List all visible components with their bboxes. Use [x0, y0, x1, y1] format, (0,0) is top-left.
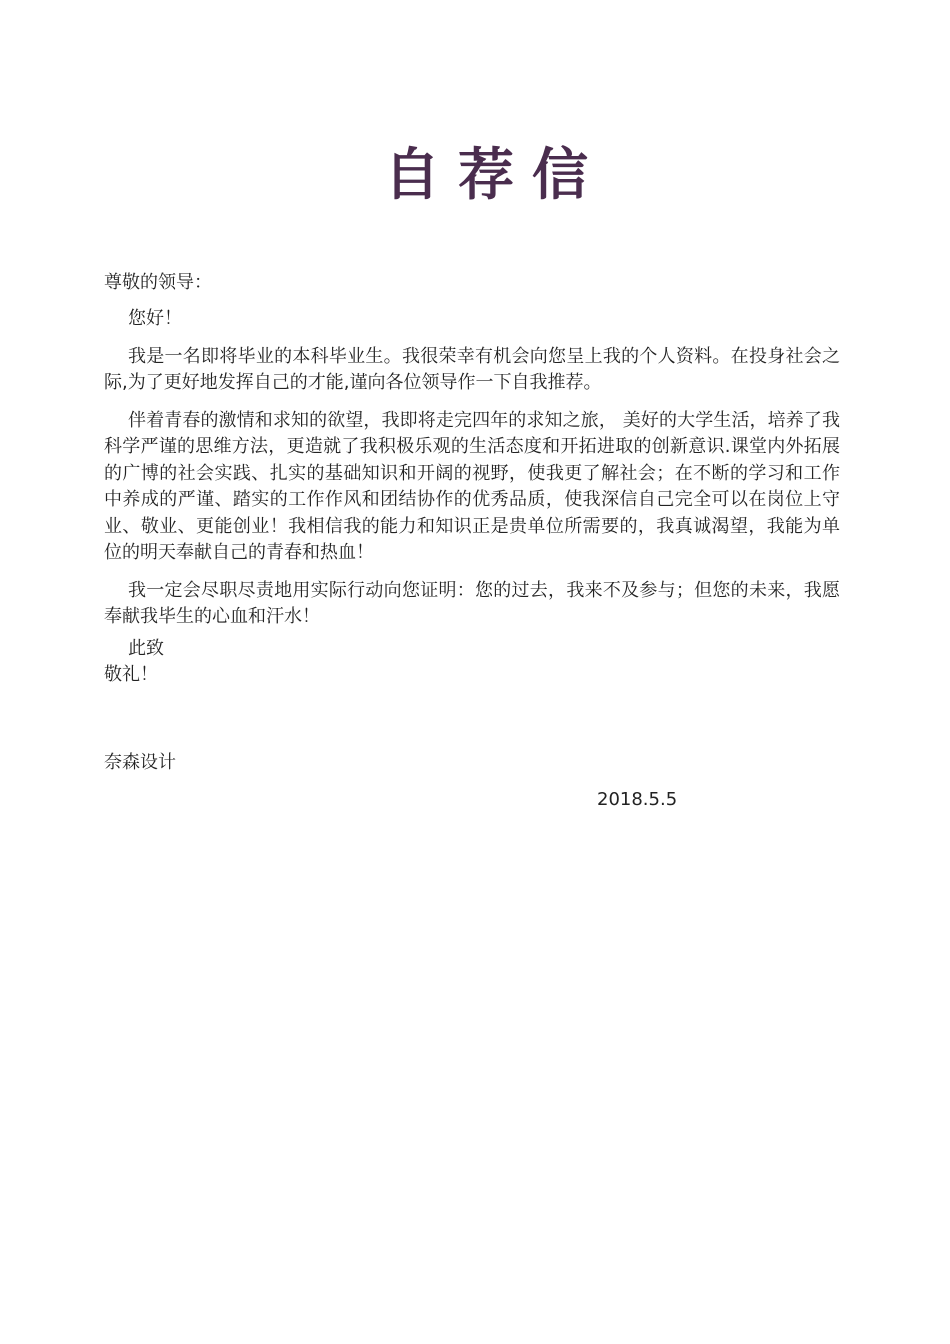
letter-title: 自荐信 — [384, 142, 606, 208]
salutation: 尊敬的领导： — [104, 272, 212, 293]
signer-name: 奈森设计 — [104, 752, 176, 773]
greeting: 您好！ — [128, 308, 182, 329]
closing-phrase: 此致 — [128, 638, 164, 659]
closing-salute: 敬礼！ — [104, 664, 158, 685]
letter-date: 2018.5.5 — [597, 789, 678, 810]
body-paragraph: 我一定会尽职尽责地用实际行动向您证明：您的过去，我来不及参与；但您的未来，我愿奉献我毕生的心血和汗水！ — [104, 579, 840, 627]
letter-body — [104, 306, 840, 642]
body-paragraph: 我是一名即将毕业的本科毕业生。我很荣幸有机会向您呈上我的个人资料。在投身社会之际,为了更好地发挥自己的才能,谨向各位领导作一下自我推荐。 — [104, 345, 840, 393]
body-paragraph: 伴着青春的激情和求知的欲望，我即将走完四年的求知之旅， 美好的大学生活，培养了我科学严谨的思维方法，更造就了我积极乐观的生活态度和开拓进取的创新意识.课堂内外拓展的广博的社会实践、扎实的基础知识和开阔的视野，使我更了解社会；在不断的学习和工作中养成的严谨、踏实的工作作风和团结协作的优秀品质，使我深信自己完全可以在岗位上守业、敬业、更能创业！我相信我的能力和知识正是贵单位所需要的，我真诚渴望，我能为单位的明天奉献自己的青春和热血！ — [104, 409, 840, 563]
